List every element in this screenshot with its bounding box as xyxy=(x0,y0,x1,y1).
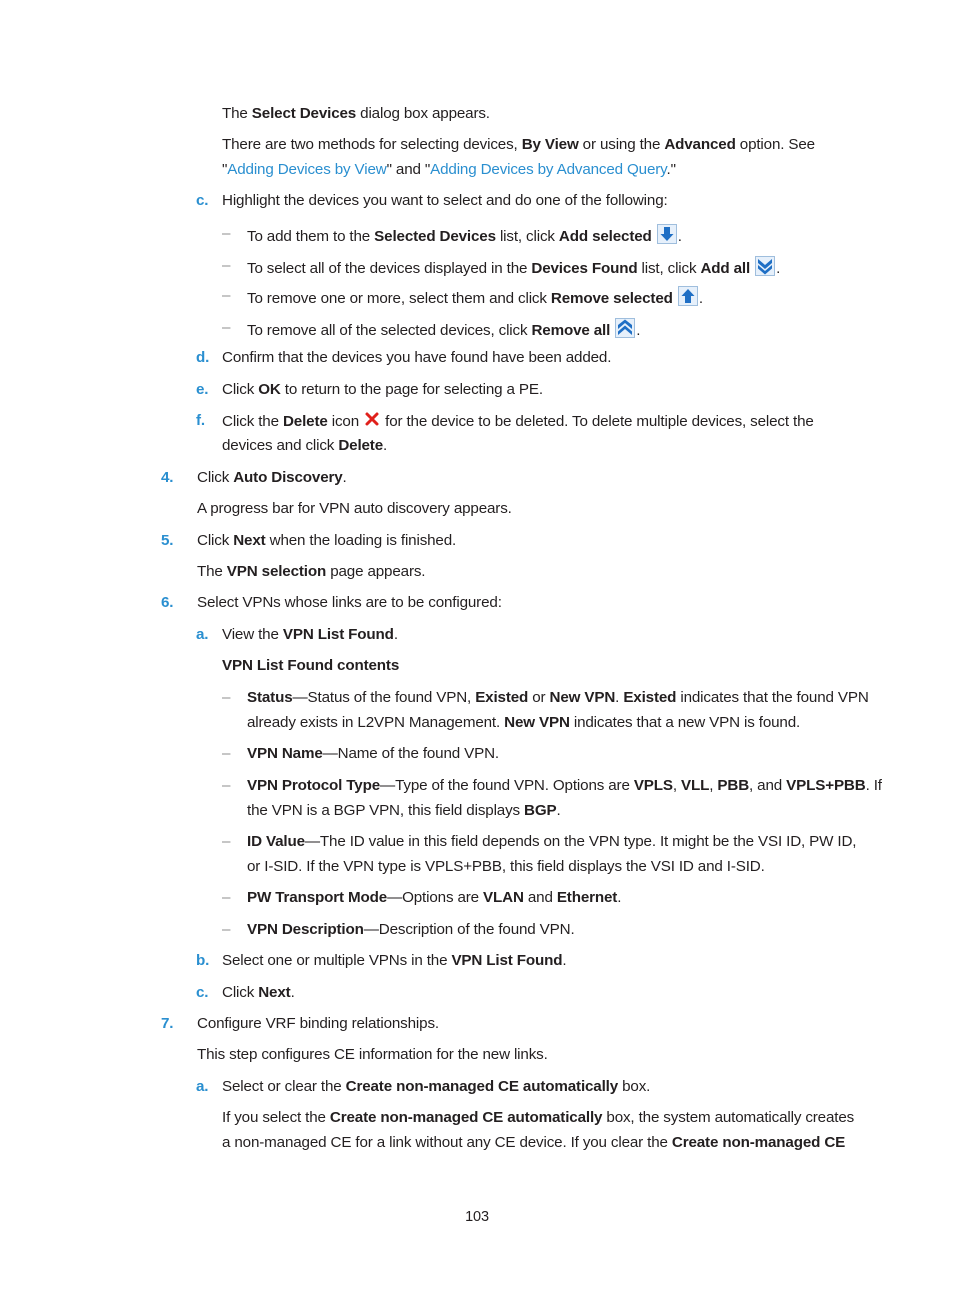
double-arrow-up-icon xyxy=(615,318,635,338)
bullet-dash: – xyxy=(222,833,231,850)
remove-all-line: To remove all of the selected devices, click Remove all . xyxy=(247,318,640,341)
step-6-text: Select VPNs whose links are to be configured: xyxy=(197,594,502,611)
remove-selected-line: To remove one or more, select them and click Remove selected . xyxy=(247,286,703,309)
step-6a-text: View the VPN List Found. xyxy=(222,626,398,643)
step-7a-text: Select or clear the Create non-managed CE automatically box. xyxy=(222,1078,651,1095)
link-adding-devices-by-advanced-query[interactable]: Adding Devices by Advanced Query xyxy=(430,161,667,178)
bullet-dash: – xyxy=(222,689,231,706)
vpn-protocol-type-item-cont: the VPN is a BGP VPN, this field displays BGP. xyxy=(247,802,561,819)
add-all-line: To select all of the devices displayed in the Devices Found list, click Add all . xyxy=(247,256,780,279)
step-label-d: d. xyxy=(196,349,210,366)
step-7-sub: This step configures CE information for the new links. xyxy=(197,1046,548,1063)
id-value-item: ID Value—The ID value in this field depends on the VPN type. It might be the VSI ID, PW ID, xyxy=(247,833,857,850)
step-5-text: Click Next when the loading is finished. xyxy=(197,532,457,549)
vpn-list-found-contents-heading: VPN List Found contents xyxy=(222,657,400,674)
step-label-6c: c. xyxy=(196,984,209,1001)
step-label-6: 6. xyxy=(161,594,174,611)
select-devices-line: The Select Devices dialog box appears. xyxy=(222,105,490,122)
arrow-up-icon xyxy=(678,286,698,306)
bullet-dash: – xyxy=(222,225,231,242)
step-label-e: e. xyxy=(196,381,209,398)
status-item-cont: already exists in L2VPN Management. New VPN indicates that a new VPN is found. xyxy=(247,714,801,731)
step-7-text: Configure VRF binding relationships. xyxy=(197,1015,439,1032)
see-links-line: "Adding Devices by View" and "Adding Devices by Advanced Query." xyxy=(222,161,676,178)
step-label-7: 7. xyxy=(161,1015,174,1032)
bullet-dash: – xyxy=(222,257,231,274)
step-6b-text: Select one or multiple VPNs in the VPN List Found. xyxy=(222,952,567,969)
step-label-f: f. xyxy=(196,412,205,429)
link-adding-devices-by-view[interactable]: Adding Devices by View xyxy=(227,161,387,178)
step-5-sub: The VPN selection page appears. xyxy=(197,563,426,580)
bullet-dash: – xyxy=(222,889,231,906)
step-label-6a: a. xyxy=(196,626,209,643)
step-f-text: Click the Delete icon for the device to be deleted. To delete multiple devices, select the xyxy=(222,413,814,430)
id-value-item-cont: or I-SID. If the VPN type is VPLS+PBB, this field displays the VSI ID and I-SID. xyxy=(247,858,765,875)
add-selected-line: To add them to the Selected Devices list, click Add selected . xyxy=(247,224,682,247)
arrow-down-icon xyxy=(657,224,677,244)
bullet-dash: – xyxy=(222,777,231,794)
vpn-name-item: VPN Name—Name of the found VPN. xyxy=(247,745,499,762)
page-number: 103 xyxy=(465,1209,489,1225)
step-label-7a: a. xyxy=(196,1078,209,1095)
step-d-text: Confirm that the devices you have found have been added. xyxy=(222,349,612,366)
step-4-text: Click Auto Discovery. xyxy=(197,469,347,486)
step-e-text: Click OK to return to the page for selecting a PE. xyxy=(222,381,543,398)
bullet-dash: – xyxy=(222,921,231,938)
step-f-text-cont: devices and click Delete. xyxy=(222,437,388,454)
step-7a-para-line1: If you select the Create non-managed CE automatically box, the system automatically creates xyxy=(222,1109,855,1126)
step-label-6b: b. xyxy=(196,952,210,969)
pw-transport-mode-item: PW Transport Mode—Options are VLAN and Ethernet. xyxy=(247,889,622,906)
bullet-dash: – xyxy=(222,287,231,304)
red-x-delete-icon xyxy=(364,411,380,427)
step-4-sub: A progress bar for VPN auto discovery appears. xyxy=(197,500,512,517)
vpn-protocol-type-item: VPN Protocol Type—Type of the found VPN. Options are VPLS, VLL, PBB, and VPLS+PBB. If xyxy=(247,777,882,794)
bullet-dash: – xyxy=(222,745,231,762)
step-7a-para-line2: a non-managed CE for a link without any CE device. If you clear the Create non-managed CE xyxy=(222,1134,846,1151)
double-arrow-down-icon xyxy=(755,256,775,276)
step-label-5: 5. xyxy=(161,532,174,549)
step-6c-text: Click Next. xyxy=(222,984,295,1001)
status-item: Status—Status of the found VPN, Existed or New VPN. Existed indicates that the found VPN xyxy=(247,689,869,706)
step-label-c: c. xyxy=(196,192,209,209)
bullet-dash: – xyxy=(222,319,231,336)
methods-line: There are two methods for selecting devices, By View or using the Advanced option. See xyxy=(222,136,815,153)
vpn-description-item: VPN Description—Description of the found VPN. xyxy=(247,921,575,938)
step-c-text: Highlight the devices you want to select and do one of the following: xyxy=(222,192,668,209)
step-label-4: 4. xyxy=(161,469,174,486)
